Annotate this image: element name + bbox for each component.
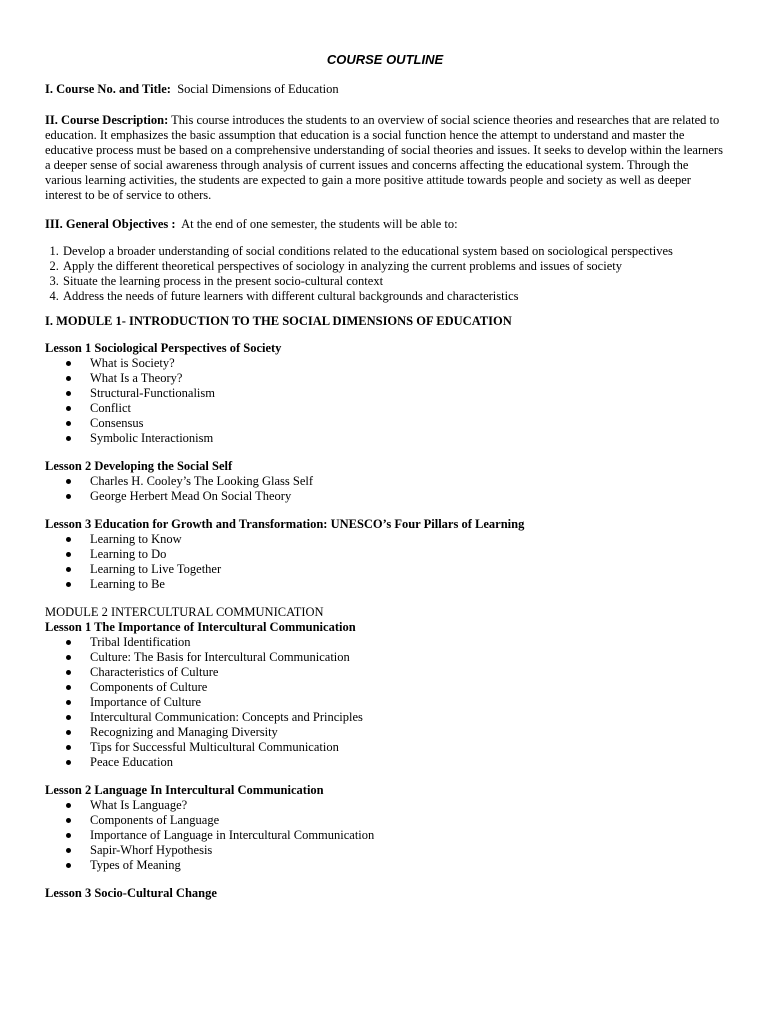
objective-item: 1. Develop a broader understanding of social conditions related to the educational system based on sociological perspectives [62, 244, 725, 259]
bullet-icon [66, 406, 71, 411]
course-description-section [45, 113, 725, 203]
bullet-icon [66, 848, 71, 853]
list-item: Characteristics of Culture [45, 665, 725, 680]
list-item: Structural-Functionalism [45, 386, 725, 401]
module2-lesson2-list [45, 798, 725, 873]
list-item: George Herbert Mead On Social Theory [45, 489, 725, 504]
objective-item: 4. Address the needs of future learners with different cultural backgrounds and characteristics [62, 289, 725, 304]
objectives-section [45, 217, 725, 232]
objectives-list [45, 244, 725, 304]
course-no-label: I. Course No. and Title: [45, 82, 171, 96]
bullet-icon [66, 391, 71, 396]
list-item: Learning to Be [45, 577, 725, 592]
list-item: What Is a Theory? [45, 371, 725, 386]
module2-lesson1-title: Lesson 1 The Importance of Intercultural Communication [45, 620, 356, 634]
module1-lesson3-title: Lesson 3 Education for Growth and Transformation: UNESCO’s Four Pillars of Learning [45, 517, 525, 531]
bullet-icon [66, 655, 71, 660]
module1-lesson1-list [45, 356, 725, 446]
list-item: Symbolic Interactionism [45, 431, 725, 446]
module1-lesson2-list [45, 474, 725, 504]
bullet-icon [66, 552, 71, 557]
list-item: Components of Culture [45, 680, 725, 695]
bullet-icon [66, 567, 71, 572]
objective-item: 3. Situate the learning process in the present socio-cultural context [62, 274, 725, 289]
module1-title: I. MODULE 1- INTRODUCTION TO THE SOCIAL DIMENSIONS OF EDUCATION [45, 314, 512, 328]
list-item: Culture: The Basis for Intercultural Communication [45, 650, 725, 665]
list-item: Intercultural Communication: Concepts and Principles [45, 710, 725, 725]
bullet-icon [66, 537, 71, 542]
module1-lesson2-title: Lesson 2 Developing the Social Self [45, 459, 233, 473]
bullet-icon [66, 863, 71, 868]
bullet-icon [66, 421, 71, 426]
bullet-icon [66, 640, 71, 645]
document-page [45, 52, 725, 901]
list-item: Types of Meaning [45, 858, 725, 873]
list-item: Charles H. Cooley’s The Looking Glass Self [45, 474, 725, 489]
module2-title: MODULE 2 INTERCULTURAL COMMUNICATION [45, 605, 324, 619]
module1-lesson1-title: Lesson 1 Sociological Perspectives of Society [45, 341, 282, 355]
objectives-label: III. General Objectives : [45, 217, 176, 231]
module2-lesson3-title: Lesson 3 Socio-Cultural Change [45, 886, 217, 900]
list-item: Importance of Language in Intercultural Communication [45, 828, 725, 843]
page-title: COURSE OUTLINE [326, 52, 444, 67]
list-item: Peace Education [45, 755, 725, 770]
list-item: Components of Language [45, 813, 725, 828]
bullet-icon [66, 670, 71, 675]
bullet-icon [66, 700, 71, 705]
list-item: Recognizing and Managing Diversity [45, 725, 725, 740]
bullet-icon [66, 494, 71, 499]
list-item: Conflict [45, 401, 725, 416]
bullet-icon [66, 818, 71, 823]
objectives-intro: At the end of one semester, the students will be able to: [181, 217, 458, 231]
bullet-icon [66, 760, 71, 765]
bullet-icon [66, 803, 71, 808]
bullet-icon [66, 361, 71, 366]
list-item: Learning to Live Together [45, 562, 725, 577]
course-description-label: II. Course Description: [45, 113, 169, 127]
bullet-icon [66, 376, 71, 381]
list-item: Learning to Do [45, 547, 725, 562]
course-no-value: Social Dimensions of Education [177, 82, 339, 96]
list-item: Learning to Know [45, 532, 725, 547]
bullet-icon [66, 833, 71, 838]
list-item: Sapir-Whorf Hypothesis [45, 843, 725, 858]
list-item: Importance of Culture [45, 695, 725, 710]
list-item: Tips for Successful Multicultural Communication [45, 740, 725, 755]
bullet-icon [66, 582, 71, 587]
bullet-icon [66, 715, 71, 720]
bullet-icon [66, 436, 71, 441]
list-item: Consensus [45, 416, 725, 431]
course-description-text: This course introduces the students to an overview of social science theories and researches that are related to education. It emphasizes the basic assumption that education is a social function hence the attempt to understand and master the educative process must be based on a comprehensive understanding of social theories and issues. It seeks to develop within the learners a deeper sense of social awareness through analysis of current issues and concerns affecting the educational system. Through the various learning activities, the students are expected to gain a more positive attitude towards people and society as well as deeper interest to be of service to others. [45, 113, 723, 202]
module1-lesson3-list [45, 532, 725, 592]
bullet-icon [66, 479, 71, 484]
objective-item: 2. Apply the different theoretical perspectives of sociology in analyzing the current problems and issues of society [62, 259, 725, 274]
course-no-section [45, 82, 725, 97]
bullet-icon [66, 685, 71, 690]
list-item: What is Society? [45, 356, 725, 371]
list-item: What Is Language? [45, 798, 725, 813]
module2-lesson1-list [45, 635, 725, 770]
bullet-icon [66, 730, 71, 735]
list-item: Tribal Identification [45, 635, 725, 650]
bullet-icon [66, 745, 71, 750]
module2-lesson2-title: Lesson 2 Language In Intercultural Communication [45, 783, 324, 797]
